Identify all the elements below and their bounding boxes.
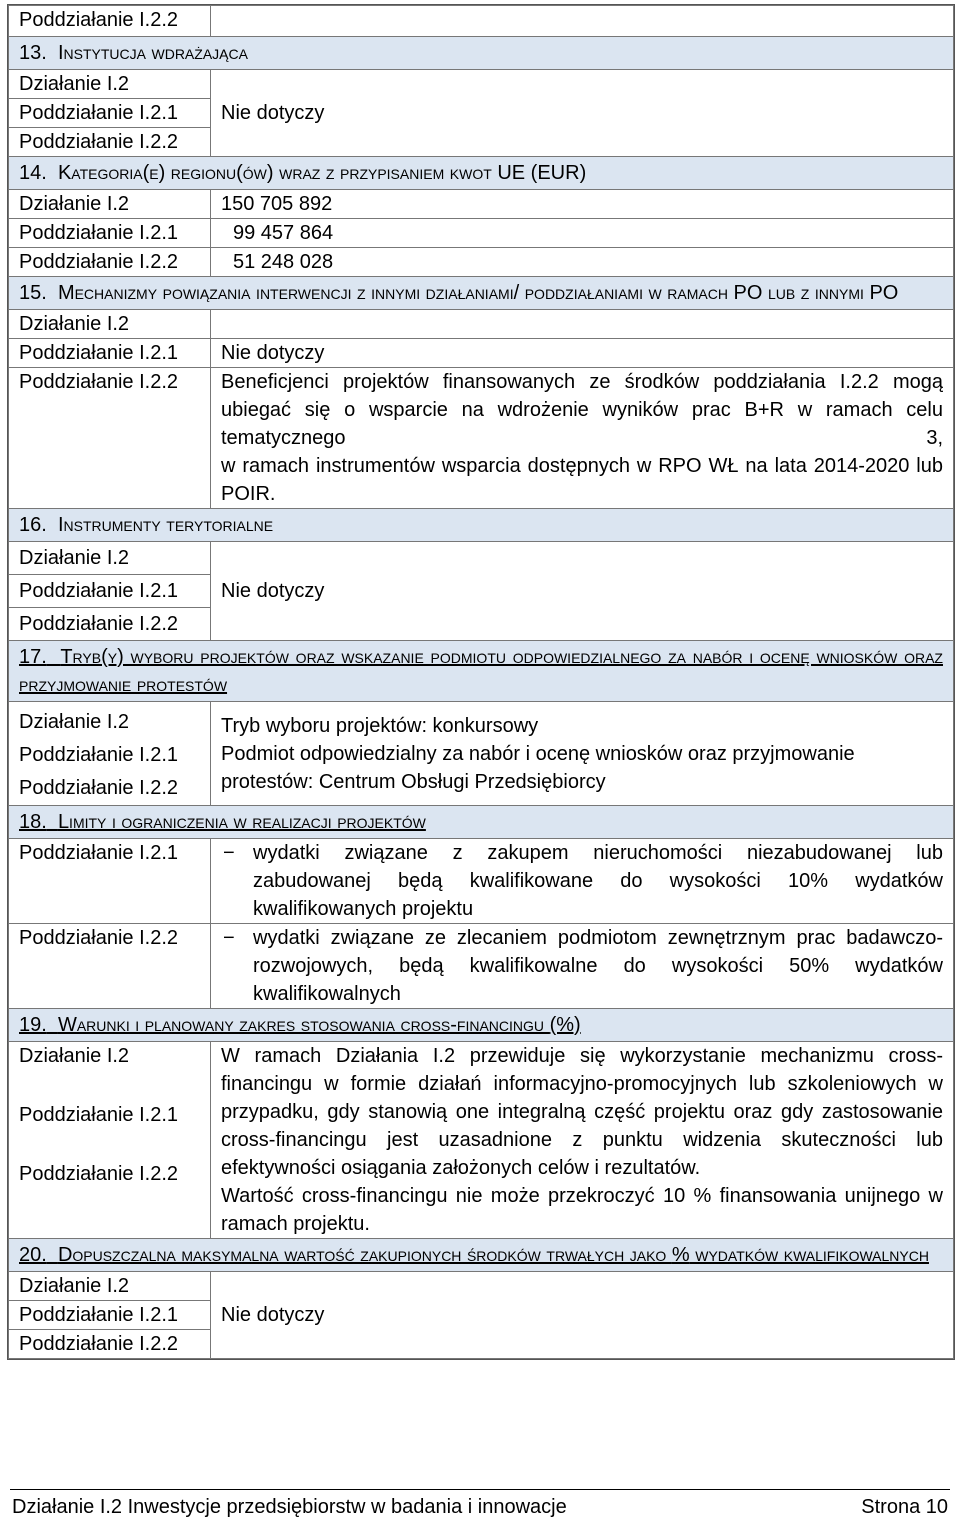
section-header-15 xyxy=(9,277,954,310)
section-title-part: wydatków kwalifikowalnych xyxy=(689,1244,929,1266)
footer-rule xyxy=(10,1489,950,1490)
dash-list xyxy=(221,924,943,1008)
row-value: Nie dotyczy xyxy=(211,70,954,157)
row-label: Działanie I.2 xyxy=(9,190,211,219)
table-row xyxy=(9,542,954,575)
table-row xyxy=(9,339,954,368)
row-label: Działanie I.2 xyxy=(19,711,130,733)
section-number: 14. xyxy=(19,162,47,184)
table-row xyxy=(9,702,954,806)
row-value xyxy=(211,6,954,37)
section-header-19 xyxy=(9,1009,954,1042)
paragraph: Podmiot odpowiedzialny za nabór i ocenę wniosków oraz przyjmowanie protestów: Centrum Obsługi Przedsiębiorcy xyxy=(221,743,855,793)
section-title: Warunki i planowany zakres stosowania cross-financingu xyxy=(57,1014,550,1036)
paragraph: Wartość cross-financingu nie może przekroczyć 10 % finansowania unijnego w ramach projektu. xyxy=(221,1185,943,1235)
row-label: Poddziałanie I.2.2 xyxy=(9,1330,211,1359)
row-label: Poddziałanie I.2.1 xyxy=(19,744,179,766)
section-number: 16. xyxy=(19,514,47,536)
table-row xyxy=(9,1272,954,1301)
table-row xyxy=(9,310,954,339)
table-row xyxy=(9,248,954,277)
section-number: 13. xyxy=(19,42,47,64)
row-label: Poddziałanie I.2.1 xyxy=(9,575,211,608)
dash-list xyxy=(221,839,943,923)
list-item: − wydatki związane z zakupem nieruchomości niezabudowanej lub zabudowanej będą kwalifikowane do wysokości 10% wydatków kwalifikowanych projektu xyxy=(221,839,943,923)
table-row xyxy=(9,70,954,99)
row-value: Nie dotyczy xyxy=(211,542,954,641)
paragraph: W ramach Działania I.2 przewiduje się wykorzystanie mechanizmu cross-financingu w formie działań informacyjno-promocyjnych lub szkoleniowych w przypadku, gdy stanowią one integralną część projektu oraz gdy zastosowanie cross-financingu jest uzasadnione z punktu widzenia skuteczności lub efektywności osiągania założonych celów i rezultatów. xyxy=(221,1045,943,1179)
table-row xyxy=(9,924,954,1009)
row-label: Poddziałanie I.2.1 xyxy=(9,219,211,248)
section-header-17 xyxy=(9,641,954,702)
section-title-part: lub z innymi xyxy=(762,282,870,304)
section-title: Kategoria(e) regionu(ów) wraz z przypisaniem kwot xyxy=(57,162,498,184)
section-title-suffix: (%) xyxy=(549,1014,581,1036)
info-table xyxy=(8,5,954,1359)
section-title-po: PO xyxy=(869,282,899,304)
section-title: Mechanizmy powiązania interwencji z innymi działaniami xyxy=(57,282,514,304)
table-row xyxy=(9,1042,954,1239)
row-label: Poddziałanie I.2.2 xyxy=(19,1163,179,1185)
row-value: 51 248 028 xyxy=(211,248,954,277)
row-value xyxy=(211,310,954,339)
document-table-container xyxy=(7,4,955,1360)
row-label: Poddziałanie I.2.1 xyxy=(9,839,211,924)
paragraph: w ramach instrumentów wsparcia dostępnych w RPO WŁ na lata 2014-2020 lub POIR. xyxy=(221,455,943,505)
row-label: Poddziałanie I.2.1 xyxy=(9,1301,211,1330)
section-header-20 xyxy=(9,1239,954,1272)
section-title-part: poddziałaniami w ramach xyxy=(519,282,734,304)
table-row xyxy=(9,190,954,219)
row-label: Poddziałanie I.2.2 xyxy=(9,608,211,641)
row-label: Poddziałanie I.2.2 xyxy=(9,248,211,277)
row-value: 99 457 864 xyxy=(211,219,954,248)
section-title: Instrumenty terytorialne xyxy=(57,514,274,536)
section-header-14 xyxy=(9,157,954,190)
row-label: Działanie I.2 xyxy=(19,1045,130,1067)
row-label: Poddziałanie I.2.1 xyxy=(9,99,211,128)
row-label: Działanie I.2 xyxy=(9,70,211,99)
section-title-po: PO xyxy=(733,282,763,304)
row-label: Poddziałanie I.2.2 xyxy=(9,924,211,1009)
row-label: Poddziałanie I.2.1 xyxy=(9,339,211,368)
section-header-18 xyxy=(9,806,954,839)
table-row xyxy=(9,6,954,37)
section-number: 15. xyxy=(19,282,47,304)
section-title: Dopuszczalna maksymalna wartość zakupionych środków trwałych jako xyxy=(57,1244,672,1266)
table-row xyxy=(9,219,954,248)
row-value: 150 705 892 xyxy=(211,190,954,219)
row-label: Poddziałanie I.2.2 xyxy=(9,368,211,509)
section-number: 20. xyxy=(19,1244,47,1266)
section-title-percent: % xyxy=(671,1244,690,1266)
row-label: Działanie I.2 xyxy=(9,1272,211,1301)
row-label: Poddziałanie I.2.2 xyxy=(9,6,211,37)
section-title: Instytucja wdrażająca xyxy=(57,42,248,64)
section-number: 17. xyxy=(19,646,47,668)
section-title-suffix: UE (EUR) xyxy=(497,162,587,184)
paragraph: Beneficjenci projektów finansowanych ze środków poddziałania I.2.2 mogą ubiegać się o wsparcie na wdrożenie wyników prac B+R w ramach celu tematycznego 3, xyxy=(221,371,943,449)
section-number: 19. xyxy=(19,1014,47,1036)
footer-title: Działanie I.2 Inwestycje przedsiębiorstw w badania i innowacje xyxy=(12,1496,567,1518)
table-row xyxy=(9,368,954,509)
list-item: − wydatki związane ze zlecaniem podmiotom zewnętrznym prac badawczo-rozwojowych, będą kwalifikowalne do wysokości 50% wydatków kwalifikowalnych xyxy=(221,924,943,1008)
row-label: Działanie I.2 xyxy=(9,542,211,575)
page-number: Strona 10 xyxy=(861,1496,948,1518)
row-label: Poddziałanie I.2.1 xyxy=(19,1104,179,1126)
row-label: Działanie I.2 xyxy=(9,310,211,339)
section-title: Tryb(y) wyboru projektów oraz wskazanie podmiotu odpowiedzialnego za nabór i ocenę wniosków oraz przyjmowanie protestów xyxy=(19,646,943,696)
section-number: 18. xyxy=(19,811,47,833)
row-value xyxy=(211,368,954,509)
table-row xyxy=(9,839,954,924)
section-title-slash: / xyxy=(513,282,520,304)
row-label: Poddziałanie I.2.2 xyxy=(9,128,211,157)
paragraph: Tryb wyboru projektów: konkursowy xyxy=(221,715,539,737)
section-header-16 xyxy=(9,509,954,542)
row-value: Nie dotyczy xyxy=(211,1272,954,1359)
row-value: Nie dotyczy xyxy=(211,339,954,368)
section-title: Limity i ograniczenia w realizacji projektów xyxy=(57,811,426,833)
section-header-13 xyxy=(9,37,954,70)
row-label: Poddziałanie I.2.2 xyxy=(19,777,179,799)
